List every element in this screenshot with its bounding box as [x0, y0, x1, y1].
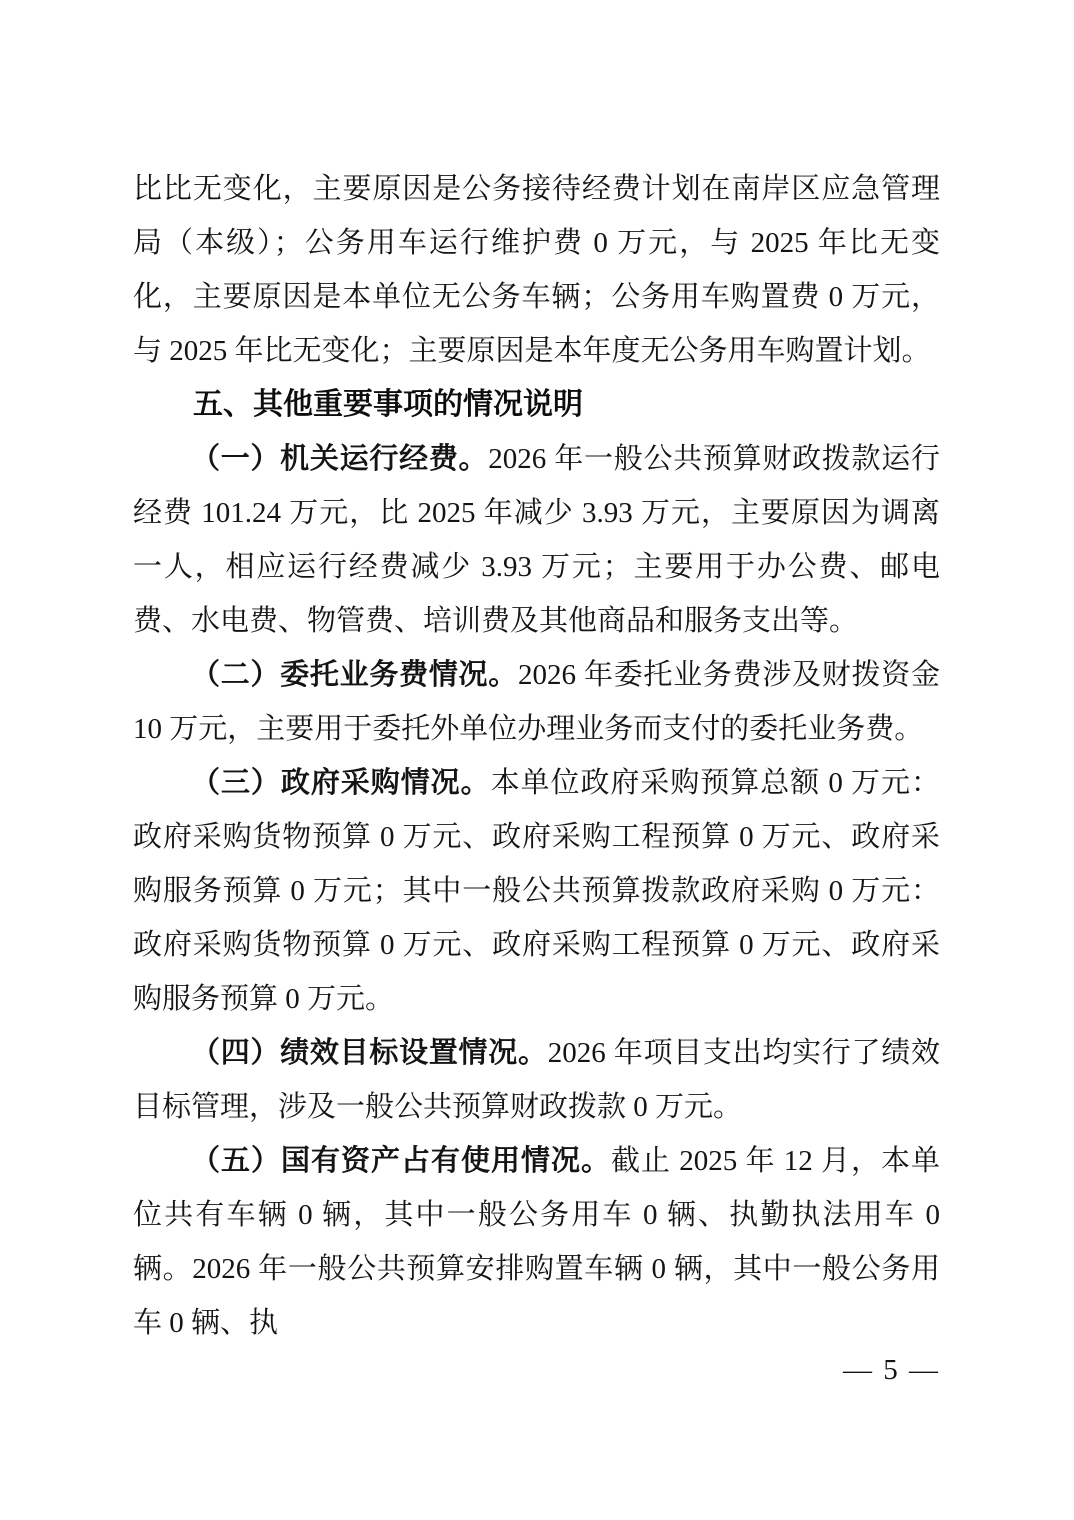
paragraph-entrusted-business-fees	[133, 648, 940, 756]
paragraph-body: 截止 2025 年 12 月，本单位共有车辆 0 辆，其中一般公务用车 0 辆、执勤执法用车 0 辆。2026 年一般公共预算安排购置车辆 0 辆，其中一般公务用车 0 辆、执	[133, 1145, 940, 1339]
paragraph-body: 2026 年委托业务费涉及财拨资金 10 万元，主要用于委托外单位办理业务而支付的委托业务费。	[133, 659, 940, 745]
paragraph-body: 本单位政府采购预算总额 0 万元：政府采购货物预算 0 万元、政府采购工程预算 0 万元、政府采购服务预算 0 万元；其中一般公共预算拨款政府采购 0 万元：政府采购货物预算 0 万元、政府采购工程预算 0 万元、政府采购服务预算 0 万元。	[133, 767, 940, 1015]
paragraph-body: 2026 年一般公共预算财政拨款运行经费 101.24 万元，比 2025 年减少 3.93 万元，主要原因为调离一人，相应运行经费减少 3.93 万元；主要用于办公费、邮电费、水电费、物管费、培训费及其他商品和服务支出等。	[133, 443, 940, 637]
paragraph-body: 2026 年项目支出均实行了绩效目标管理，涉及一般公共预算财政拨款 0 万元。	[133, 1037, 940, 1123]
paragraph-lead: （一）机关运行经费。	[191, 443, 489, 475]
paragraph-lead: （五）国有资产占有使用情况。	[191, 1145, 611, 1177]
paragraph-performance-targets	[133, 1026, 940, 1134]
paragraph-lead: （三）政府采购情况。	[191, 767, 491, 799]
paragraph-lead: （二）委托业务费情况。	[191, 659, 518, 691]
carryover-paragraph: 比比无变化，主要原因是公务接待经费计划在南岸区应急管理局（本级）；公务用车运行维护费 0 万元，与 2025 年比无变化，主要原因是本单位无公务车辆；公务用车购置费 0 万元，与 2025 年比无变化；主要原因是本年度无公务用车购置计划。	[133, 173, 940, 367]
page-number: — 5 —	[843, 1354, 940, 1386]
paragraph-agency-operating-expenses	[133, 432, 940, 648]
paragraph-state-owned-assets	[133, 1134, 940, 1350]
paragraph-lead: （四）绩效目标设置情况。	[191, 1037, 548, 1069]
section-heading: 五、其他重要事项的情况说明	[193, 388, 583, 421]
document-body	[133, 162, 940, 1350]
paragraph-government-procurement	[133, 756, 940, 1026]
